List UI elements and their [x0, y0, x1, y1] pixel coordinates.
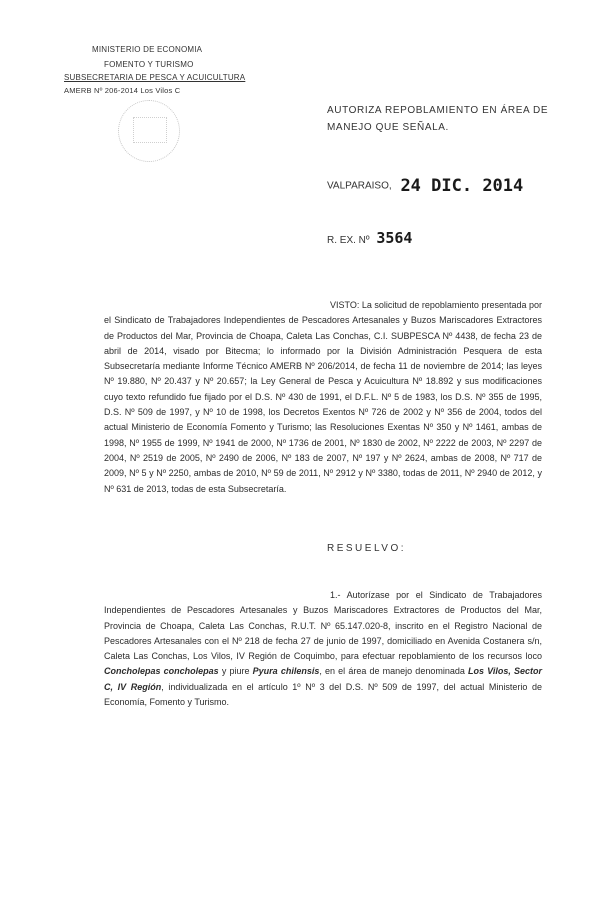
amerb-reference: AMERB Nº 206-2014 Los Vilos C	[64, 86, 181, 95]
place-date-line	[327, 176, 523, 196]
subsecretaria-name: SUBSECRETARIA DE PESCA Y ACUICULTURA	[64, 73, 246, 82]
resolution-number-line	[327, 229, 412, 247]
species-loco-name: Concholepas concholepas	[104, 666, 219, 677]
ministry-name-line1: MINISTERIO DE ECONOMIA	[92, 45, 203, 54]
resolution-number-label: R. EX. Nº	[327, 235, 370, 246]
species-piure-name: Pyura chilensis	[252, 666, 320, 677]
stamped-date: 24 DIC. 2014	[400, 176, 524, 196]
resolution-subject: AUTORIZA REPOBLAMIENTO EN ÁREA DE MANEJO QUE SEÑALA.	[327, 105, 549, 133]
management-area-name: Los Vilos, Sector C, IV Región	[104, 666, 542, 692]
article-1-paragraph	[104, 588, 542, 710]
visto-paragraph: VISTO: La solicitud de repoblamiento presentada por el Sindicato de Trabajadores Independientes de Pescadores Artesanales y Buzos Mariscadores Extractores de Productos del Mar, Provincia de Choapa, Caleta Las Conchas, C.I. SUBPESCA Nº 4438, de fecha 23 de abril de 2014, visado por Bitecma; lo informado por la División Administración Pesquera de esta Subsecretaría mediante Informe Técnico AMERB Nº 206/2014, de fecha 11 de noviembre de 2014; las leyes Nº 19.880, Nº 20.437 y Nº 20.657; la Ley General de Pesca y Acuicultura Nº 18.892 y sus modificaciones cuyo texto refundido fue fijado por el D.S. Nº 430 de 1991, el D.F.L. Nº 5 de 1983, los D.S. Nº 355 de 1995, D.S. Nº 509 de 1997, y Nº 10 de 1998, los Decretos Exentos Nº 726 de 2002 y Nº 356 de 2004, todos del actual Ministerio de Economía Fomento y Turismo; las Resoluciones Exentas Nº 350 y Nº 1461, ambas de 1998, Nº 1955 de 1999, Nº 1941 de 2000, Nº 1736 de 2001, Nº 1830 de 2002, Nº 2222 de 2003, Nº 2297 de 2004, Nº 2519 de 2005, Nº 2490 de 2006, Nº 183 de 2007, Nº 197 y Nº 2624, ambas de 2008, Nº 717 de 2009, Nº 5 y Nº 2250, ambas de 2010, Nº 59 de 2011, Nº 2912 y Nº 3380, todas de 2011, Nº 2940 de 2012, y Nº 631 de 2013, todas de esta Subsecretaría.	[104, 300, 542, 494]
resuelvo-heading: RESUELVO:	[327, 543, 406, 554]
article-1-text-intro: 1.- Autorízase por el Sindicato de Trabajadores Independientes de Pescadores Artesanales y Buzos Mariscadores Extractores de Productos del Mar, Provincia de Choapa, Caleta Las Conchas, R.U.T. Nº 65.147.020-8, inscrito en el Registro Nacional de Pescadores Artesanales con el Nº 218 de fecha 27 de junio de 1997, domiciliado en Avenida Costanera s/n, Caleta Las Conchas, Los Vilos, IV Región de Coquimbo, para efectuar repoblamiento de los recursos loco	[104, 590, 542, 662]
article-1-text-closing: , individualizada en el artículo 1º Nº 3 del D.S. Nº 509 de 1997, del actual Ministerio de Economía, Fomento y Turismo.	[104, 681, 542, 708]
seal-inner-mark	[133, 117, 167, 143]
official-seal-stamp	[118, 100, 180, 162]
resolution-number-value: 3564	[376, 229, 413, 247]
article-1-text-conjunction: y piure	[218, 666, 253, 677]
place-label: VALPARAISO,	[327, 180, 392, 192]
ministry-name-line2: FOMENTO Y TURISMO	[104, 60, 194, 69]
article-1-text-area-intro: , en el área de manejo denominada	[319, 666, 468, 677]
